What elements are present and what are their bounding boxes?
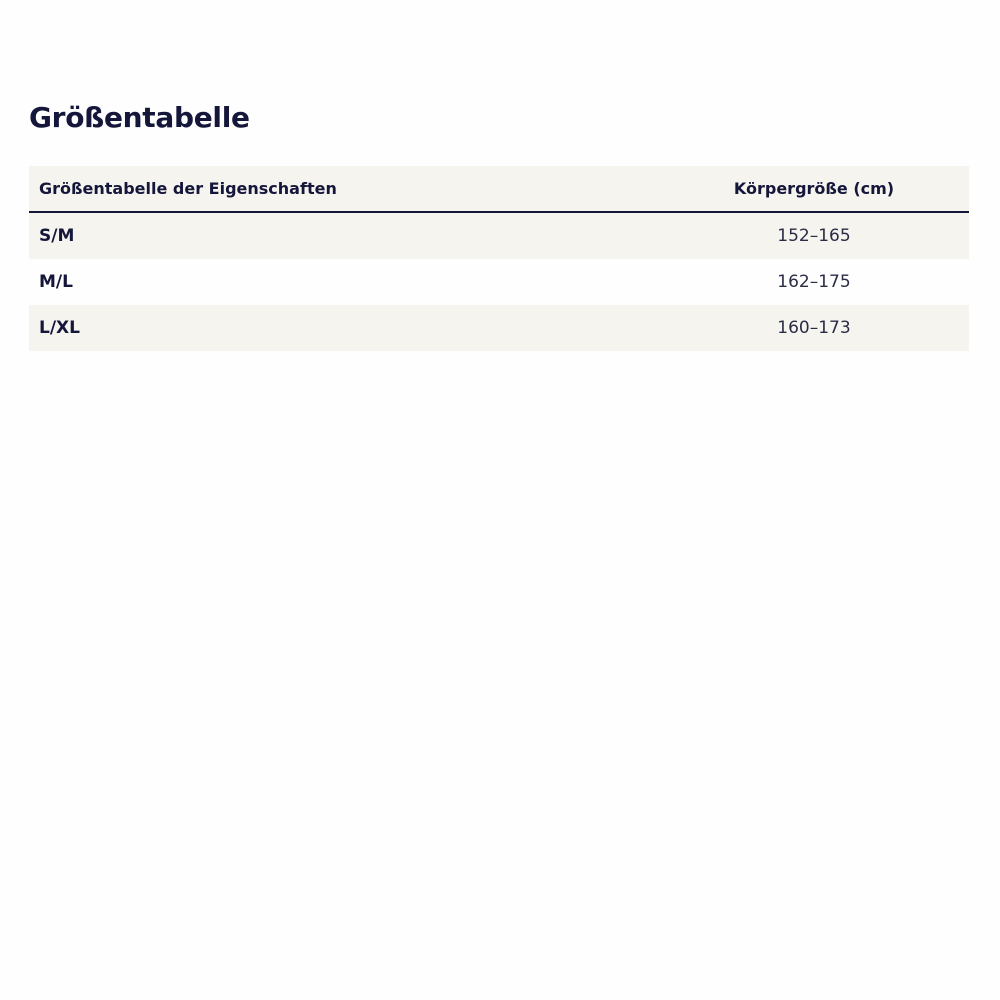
column-header-property: Größentabelle der Eigenschaften [29,166,659,212]
size-chart-table [29,166,969,351]
table-row [29,305,969,351]
body-height-value: 162–175 [777,272,851,292]
body-height-value: 160–173 [777,318,851,338]
size-label: S/M [39,226,75,246]
table-row [29,259,969,305]
size-label: M/L [39,272,73,292]
table-row [29,212,969,259]
size-label: L/XL [39,318,80,338]
body-height-value: 152–165 [777,226,851,246]
column-header-body-height: Körpergröße (cm) [659,166,969,212]
table-header-row [29,166,969,212]
page-title: Größentabelle [29,101,250,134]
